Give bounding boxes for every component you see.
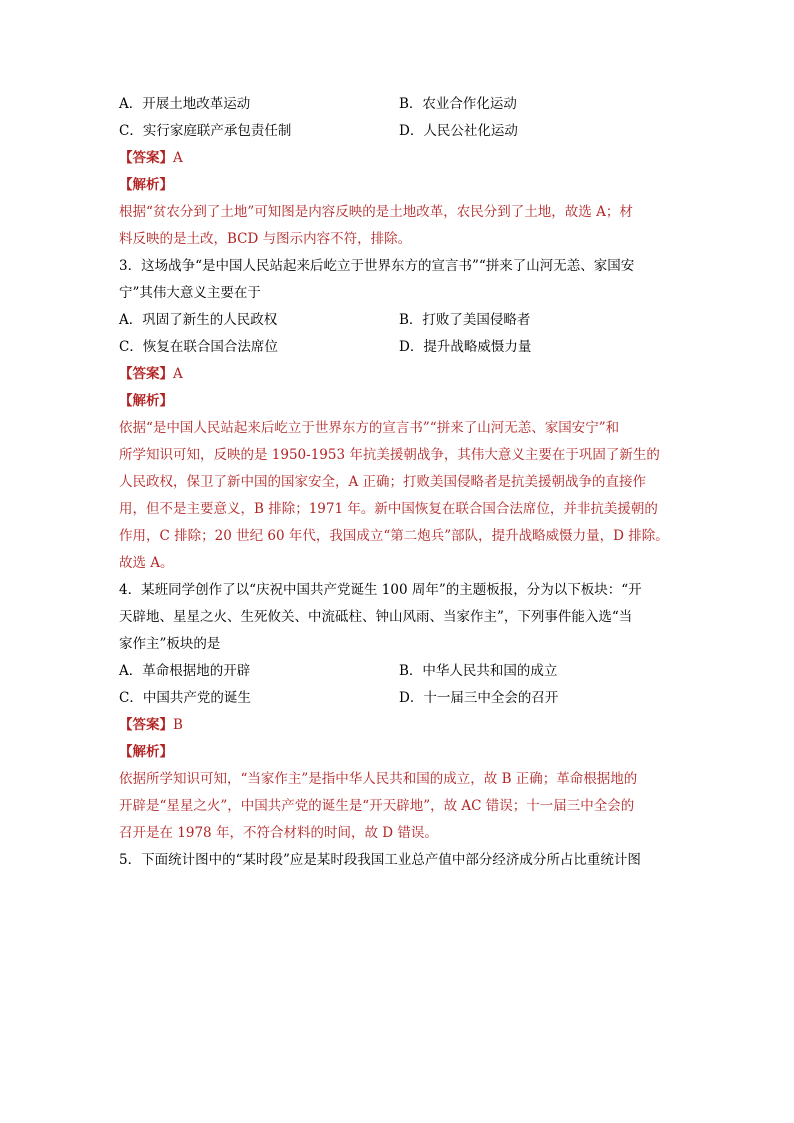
- q4-stem-line: 天辟地、星星之火、生死攸关、中流砥柱、钟山风雨、当家作主”，下列事件能入选“当: [119, 609, 633, 625]
- answer-tag: 【答案】: [119, 717, 173, 733]
- q2-analysis-line: 料反映的是土改，BCD 与图示内容不符，排除。: [119, 231, 412, 247]
- q3-stem-line: 3．这场战争“是中国人民站起来后屹立于世界东方的宣言书”“拼来了山河无恙、家国安: [119, 258, 635, 274]
- q5-stem-line: 5．下面统计图中的“某时段”应是某时段我国工业总产值中部分经济成分所占比重统计图: [119, 852, 641, 868]
- q3-option-a: A．巩固了新生的人民政权: [119, 312, 278, 328]
- q3-analysis-line: 依据“是中国人民站起来后屹立于世界东方的宣言书”“拼来了山河无恙、家国安宁”和: [119, 420, 620, 436]
- q2-analysis-line: 根据“贫农分到了土地”可知图是内容反映的是土地改革，农民分到了土地，故选 A；材: [119, 204, 633, 220]
- answer-value: B: [173, 717, 183, 733]
- q2-options-row-2: [119, 118, 679, 145]
- analysis-tag: 【解析】: [119, 393, 173, 409]
- q2-analysis-heading: [119, 172, 679, 199]
- q4-option-c: C．中国共产党的诞生: [119, 690, 251, 706]
- q4-options-row-2: [119, 685, 679, 712]
- q4-analysis-line: 开辟是“星星之火”，中国共产党的诞生是“开天辟地”，故 AC 错误；十一届三中全会的: [119, 798, 635, 814]
- q4-option-d: D．十一届三中全会的召开: [399, 690, 559, 706]
- q2-option-c: C．实行家庭联产承包责任制: [119, 123, 292, 139]
- answer-value: A: [173, 366, 183, 382]
- q4-option-b: B．中华人民共和国的成立: [399, 663, 558, 679]
- q3-analysis-line: 用，但不是主要意义，B 排除；1971 年。新中国恢复在联合国合法席位，并非抗美援朝的: [119, 501, 658, 517]
- q3-analysis-line: 作用，C 排除；20 世纪 60 年代，我国成立“第二炮兵”部队，提升战略威慑力量，D 排除。: [119, 528, 669, 544]
- q3-answer: [119, 361, 679, 388]
- q2-answer: [119, 145, 679, 172]
- q4-analysis-heading: [119, 739, 679, 766]
- analysis-tag: 【解析】: [119, 744, 173, 760]
- q2-option-b: B．农业合作化运动: [399, 96, 517, 112]
- q3-stem-line: 宁”其伟大意义主要在于: [119, 285, 261, 301]
- q2-option-d: D．人民公社化运动: [399, 123, 518, 139]
- q3-option-c: C．恢复在联合国合法席位: [119, 339, 278, 355]
- q2-option-a: A．开展土地改革运动: [119, 96, 251, 112]
- q3-analysis-heading: [119, 388, 679, 415]
- q4-analysis-line: 召开是在 1978 年，不符合材料的时间，故 D 错误。: [119, 825, 438, 841]
- q4-options-row-1: [119, 658, 679, 685]
- answer-tag: 【答案】: [119, 150, 173, 166]
- q4-option-a: A．革命根据地的开辟: [119, 663, 251, 679]
- q4-stem-line: 家作主”板块的是: [119, 636, 221, 652]
- q4-analysis-line: 依据所学知识可知，“当家作主”是指中华人民共和国的成立，故 B 正确；革命根据地的: [119, 771, 638, 787]
- q3-analysis-line: 故选 A。: [119, 555, 174, 571]
- q3-option-d: D．提升战略威慑力量: [399, 339, 532, 355]
- page-content: [119, 91, 679, 874]
- q3-analysis-line: 所学知识可知，反映的是 1950-1953 年抗美援朝战争，其伟大意义主要在于巩固了新生的: [119, 447, 660, 463]
- q3-analysis-line: 人民政权，保卫了新中国的国家安全，A 正确；打败美国侵略者是抗美援朝战争的直接作: [119, 474, 647, 490]
- q3-option-b: B．打败了美国侵略者: [399, 312, 531, 328]
- q4-stem-line: 4．某班同学创作了以“庆祝中国共产党诞生 100 周年”的主题板报，分为以下板块：“开: [119, 582, 642, 598]
- answer-value: A: [173, 150, 183, 166]
- answer-tag: 【答案】: [119, 366, 173, 382]
- q3-options-row-1: [119, 307, 679, 334]
- q4-answer: [119, 712, 679, 739]
- q3-options-row-2: [119, 334, 679, 361]
- q2-options-row-1: [119, 91, 679, 118]
- analysis-tag: 【解析】: [119, 177, 173, 193]
